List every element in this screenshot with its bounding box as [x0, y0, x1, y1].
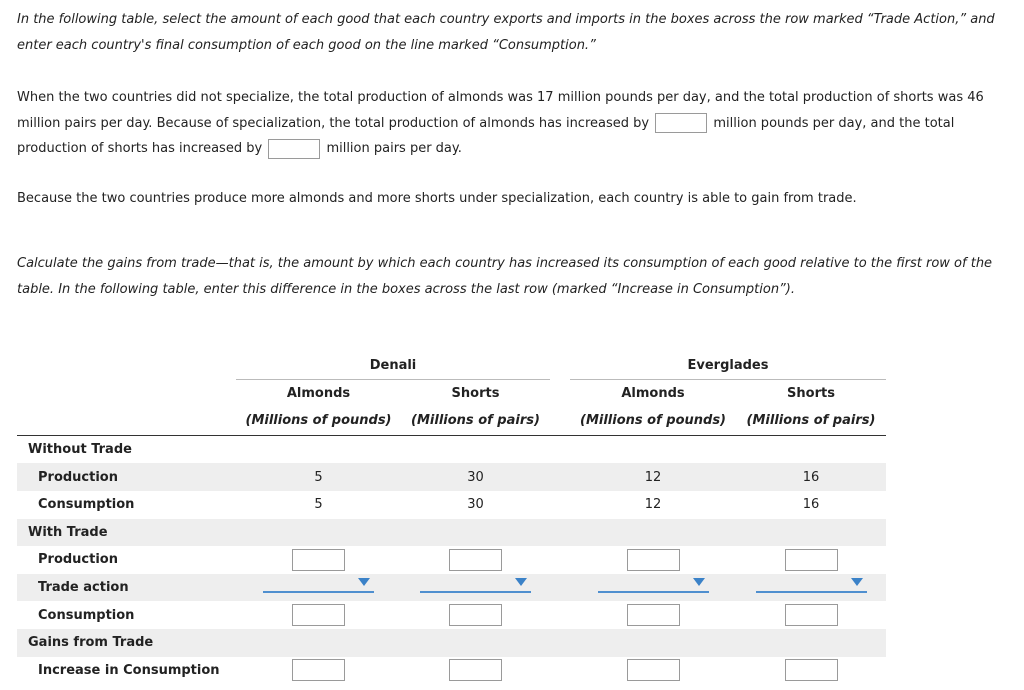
everglades-almonds-trade-dropdown[interactable] [598, 577, 709, 595]
row-label-increase-in-consumption: Increase in Consumption [38, 662, 220, 678]
denali-shorts-increase-input[interactable] [449, 659, 502, 681]
good-header: Almonds [621, 386, 685, 402]
denali-almonds-trade-dropdown[interactable] [263, 577, 374, 595]
caret-down-icon [693, 578, 705, 586]
unit-header: (Millions of pairs) [401, 407, 550, 435]
gain-statement: Because the two countries produce more almonds and more shorts under specialization, each country is able to gain from trade. [17, 191, 857, 206]
denali-almonds-production: 5 [236, 463, 401, 491]
everglades-shorts-production: 16 [736, 463, 886, 491]
section-with-trade: With Trade [17, 519, 236, 547]
denali-shorts-production-input[interactable] [449, 549, 502, 571]
shorts-increase-input[interactable] [268, 139, 320, 159]
denali-shorts-consumption: 30 [467, 497, 484, 513]
row-label-production: Production [17, 463, 236, 491]
trade-table [17, 352, 886, 684]
row-label-trade-action: Trade action [17, 574, 236, 602]
gains-instructions: Calculate the gains from trade—that is, the amount by which each country has increased its consumption of each good relative to the first row of the table. In the following table, enter this difference in the boxes across the last row (marked “Increase in Consumption”). [17, 256, 993, 297]
denali-shorts-consumption-input[interactable] [449, 604, 502, 626]
denali-almonds-increase-input[interactable] [292, 659, 345, 681]
everglades-shorts-increase-input[interactable] [785, 659, 838, 681]
specialization-question: When the two countries did not specialize, the total production of almonds was 17 million pounds per day, and the total production of shorts was 46 million pairs per day. Because of specialization, the total production of almonds has increased by million pounds per day, and the total production of shorts has increased by million pairs per day. [17, 85, 1007, 162]
good-header: Shorts [451, 386, 500, 402]
denali-shorts-trade-dropdown[interactable] [420, 577, 531, 595]
everglades-shorts-consumption-input[interactable] [785, 604, 838, 626]
everglades-shorts-consumption: 16 [802, 497, 820, 513]
denali-almonds-consumption-input[interactable] [292, 604, 345, 626]
caret-down-icon [515, 578, 527, 586]
denali-shorts-production: 30 [401, 463, 550, 491]
caret-down-icon [358, 578, 370, 586]
unit-header: (Millions of pounds) [570, 407, 736, 435]
country-header-everglades: Everglades [570, 352, 886, 380]
row-label-production: Production [38, 552, 118, 568]
section-without-trade: Without Trade [28, 442, 132, 458]
everglades-almonds-increase-input[interactable] [627, 659, 680, 681]
row-label-consumption: Consumption [38, 497, 135, 513]
denali-almonds-consumption: 5 [314, 497, 323, 513]
everglades-shorts-trade-dropdown[interactable] [756, 577, 867, 595]
section-gains-from-trade: Gains from Trade [17, 629, 236, 657]
unit-header: (Millions of pounds) [236, 407, 401, 435]
caret-down-icon [851, 578, 863, 586]
instructions-text: In the following table, select the amount of each good that each country exports and imports in the boxes across the row marked “Trade Action,” and enter each country's final consumption of each good on the line marked “Consumption.” [17, 12, 995, 53]
good-header: Almonds [286, 386, 351, 402]
almonds-increase-input[interactable] [655, 113, 707, 133]
everglades-almonds-production-input[interactable] [627, 549, 680, 571]
good-header: Shorts [787, 386, 835, 402]
row-label-consumption: Consumption [38, 607, 135, 623]
everglades-almonds-production: 12 [570, 463, 736, 491]
unit-header: (Millions of pairs) [736, 407, 886, 435]
denali-almonds-production-input[interactable] [292, 549, 345, 571]
everglades-almonds-consumption-input[interactable] [627, 604, 680, 626]
everglades-almonds-consumption: 12 [644, 497, 662, 513]
country-header-denali: Denali [236, 352, 550, 380]
everglades-shorts-production-input[interactable] [785, 549, 838, 571]
